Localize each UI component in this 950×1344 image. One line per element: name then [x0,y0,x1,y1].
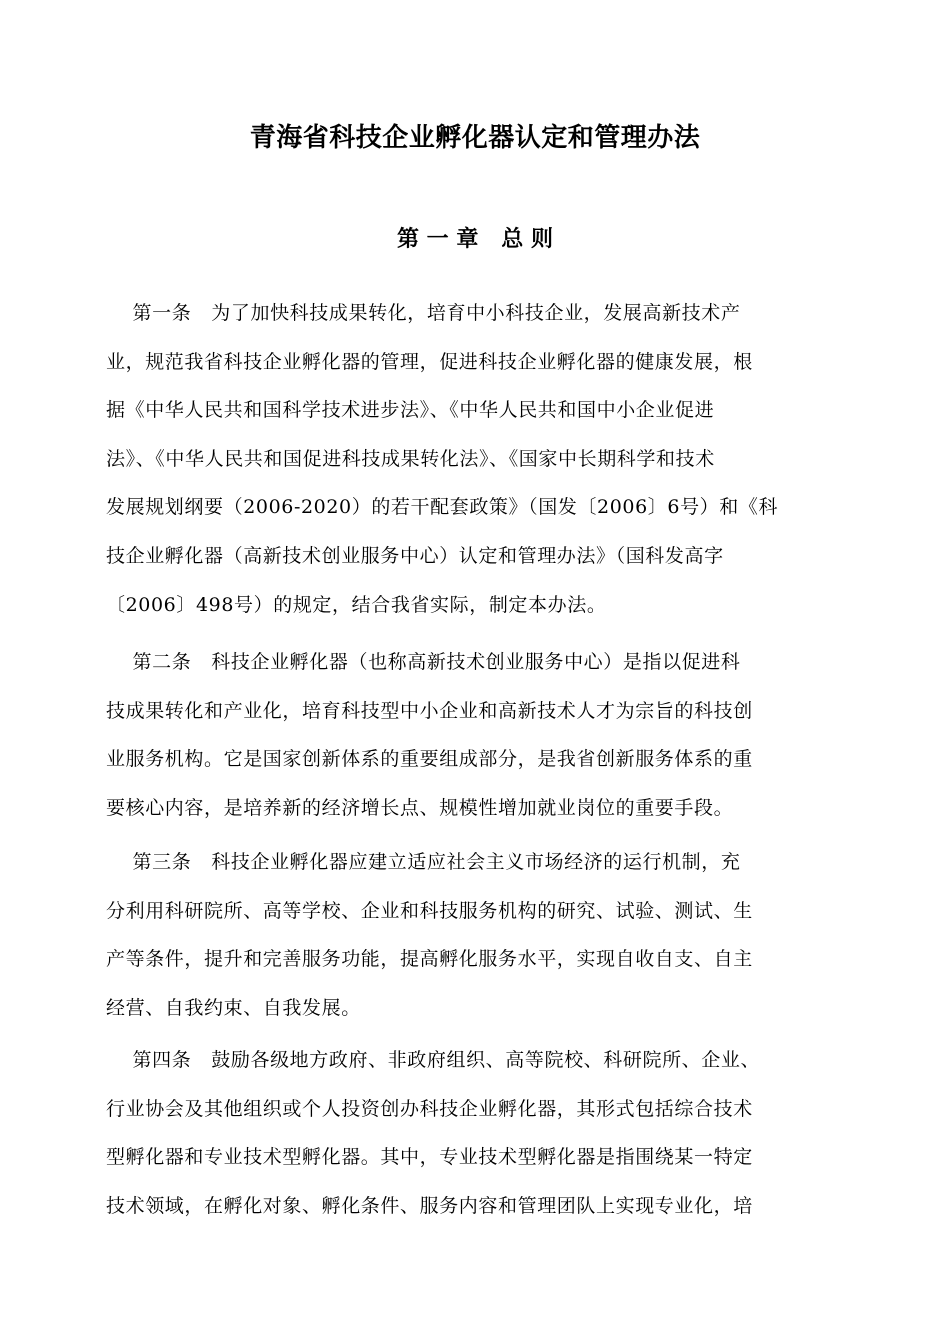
article-line: 要核心内容，是培养新的经济增长点、规模性增加就业岗位的重要手段。 [106,796,734,819]
article-1 [106,289,846,629]
article-line: 型孵化器和专业技术型孵化器。其中，专业技术型孵化器是指围绕某一特定 [106,1146,753,1169]
article-line: 技企业孵化器（高新技术创业服务中心）认定和管理办法》（国科发高字 [106,544,724,567]
article-3 [106,838,846,1032]
article-line: 行业协会及其他组织或个人投资创办科技企业孵化器，其形式包括综合技术 [106,1097,753,1120]
article-line: 第二条 科技企业孵化器（也称高新技术创业服务中心）是指以促进科 [106,651,741,673]
article-line: 据《中华人民共和国科学技术进步法》、《中华人民共和国中小企业促进 [106,399,715,422]
article-line: 产等条件，提升和完善服务功能，提高孵化服务水平，实现自收自支、自主 [106,948,753,971]
document-title: 青海省科技企业孵化器认定和管理办法 [249,123,701,153]
article-4 [106,1036,846,1230]
article-line: 分利用科研院所、高等学校、企业和科技服务机构的研究、试验、测试、生 [106,899,753,922]
article-line: 第三条 科技企业孵化器应建立适应社会主义市场经济的运行机制，充 [106,851,741,873]
article-line: 发展规划纲要（2006-2020）的若干配套政策》（国发〔2006〕6号）和《科 [106,496,779,519]
article-line: 法》、《中华人民共和国促进科技成果转化法》、《国家中长期科学和技术 [106,447,715,470]
chapter-heading: 第 一 章 总 则 [397,227,553,252]
article-line: 技成果转化和产业化，培育科技型中小企业和高新技术人才为宗旨的科技创 [106,699,753,722]
article-line: 〔2006〕498号）的规定，结合我省实际，制定本办法。 [106,593,607,616]
article-line: 技术领域，在孵化对象、孵化条件、服务内容和管理团队上实现专业化，培 [106,1194,753,1217]
article-line: 业，规范我省科技企业孵化器的管理，促进科技企业孵化器的健康发展，根 [106,350,753,373]
article-line: 业服务机构。它是国家创新体系的重要组成部分，是我省创新服务体系的重 [106,748,753,771]
article-2 [106,638,846,832]
article-line: 第一条 为了加快科技成果转化，培育中小科技企业，发展高新技术产 [106,302,741,324]
article-line: 第四条 鼓励各级地方政府、非政府组织、高等院校、科研院所、企业、 [106,1049,761,1071]
article-line: 经营、自我约束、自我发展。 [106,996,361,1019]
